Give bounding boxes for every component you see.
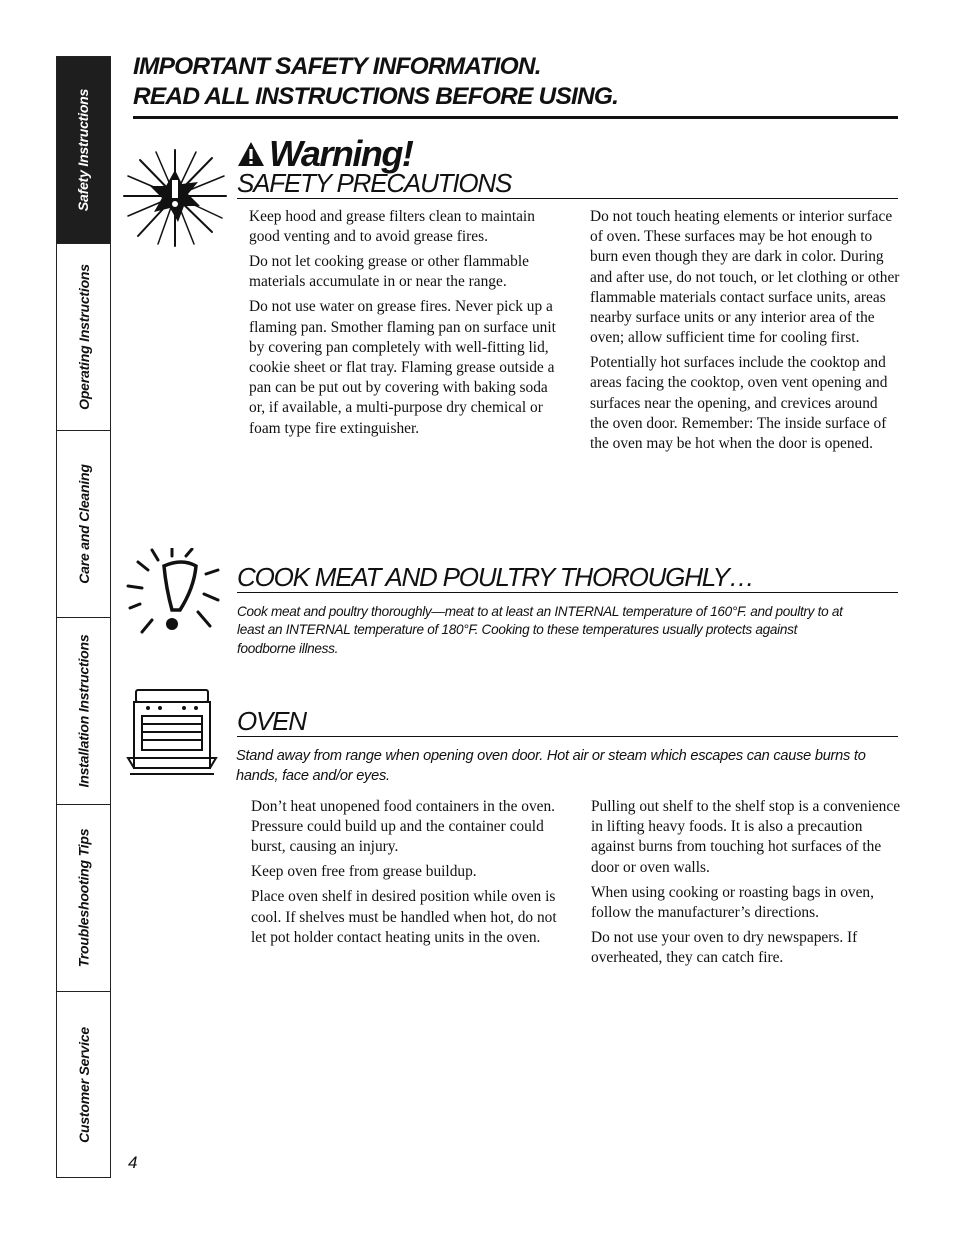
oven-right-column — [591, 797, 901, 973]
range-oven-icon — [124, 688, 220, 778]
oven-heading — [237, 706, 898, 737]
safety-precautions-heading — [237, 168, 898, 199]
warning-left-column — [249, 207, 567, 444]
oven-paragraph: Don’t heat unopened food containers in the oven. Pressure could build up and the container could burst, causing an injury. — [251, 798, 556, 856]
tab-installation-instructions[interactable] — [57, 618, 110, 805]
warning-burst-icon — [120, 146, 230, 250]
page-header — [133, 52, 898, 119]
oven-intro: Stand away from range when opening oven door. Hot air or steam which escapes can cause burns to hands, face and/or eyes. — [236, 748, 866, 784]
oven-title: OVEN — [237, 706, 306, 736]
tab-care-and-cleaning[interactable] — [57, 431, 110, 618]
cook-text: Cook meat and poultry thoroughly—meat to at least an INTERNAL temperature of 160°F. and poultry to at least an INTERNAL temperature of 180°F. Cooking to these temperatures usually protects against foodborne illness. — [237, 604, 843, 656]
tab-safety-instructions[interactable] — [57, 57, 110, 244]
warning-paragraph: Keep hood and grease filters clean to maintain good venting and to avoid grease fires. — [249, 208, 535, 246]
header-line-1: IMPORTANT SAFETY INFORMATION. — [133, 53, 541, 80]
warning-paragraph: Potentially hot surfaces include the cooktop and areas facing the cooktop, oven vent opening and surfaces near the opening, and crevices around the oven door. Remember: The inside surface of the oven may be hot when the door is opened. — [590, 354, 888, 453]
oven-paragraph: Do not use your oven to dry newspapers. If overheated, they can catch fire. — [591, 928, 858, 967]
tab-label: Installation Instructions — [75, 634, 92, 788]
tab-label: Troubleshooting Tips — [75, 828, 92, 968]
page-number: 4 — [128, 1153, 138, 1172]
cook-heading — [237, 562, 898, 593]
oven-paragraph: Pulling out shelf to the shelf stop is a convenience in lifting heavy foods. It is also a precaution against burns from touching hot surfaces of the door or oven walls. — [591, 798, 901, 876]
warning-paragraph: Do not touch heating elements or interior surface of oven. These surfaces may be hot enough to burn even though they are dark in color. During and after use, do not touch, or let clothing or other flammable materials contact surface units, areas nearby surface units or any interior area of the oven; allow sufficient time for cooling first. — [590, 208, 900, 347]
oven-paragraph: Keep oven free from grease buildup. — [251, 863, 477, 881]
tab-label: Safety Instructions — [75, 88, 92, 212]
warning-paragraph: Do not use water on grease fires. Never pick up a flaming pan. Smother flaming pan on surface unit by covering pan completely with well-fitting lid, cookie sheet or flat tray. Flaming grease outside a pan can be put out by covering with baking soda or, if available, a multi-purpose dry chemical or foam type fire extinguisher. — [249, 298, 556, 437]
tab-customer-service[interactable] — [57, 992, 110, 1177]
oven-paragraph: Place oven shelf in desired position while oven is cool. If shelves must be handled when hot, do not let pot holder contact heating units in the oven. — [251, 888, 557, 946]
warning-right-column — [590, 207, 900, 459]
oven-paragraph: When using cooking or roasting bags in oven, follow the manufacturer’s directions. — [591, 883, 874, 921]
safety-precautions-title: SAFETY PRECAUTIONS — [237, 168, 512, 198]
exclamation-alert-icon — [124, 548, 224, 638]
tab-label: Customer Service — [75, 1026, 92, 1143]
tab-troubleshooting-tips[interactable] — [57, 805, 110, 992]
cook-title: COOK MEAT AND POULTRY THOROUGHLY… — [237, 562, 754, 592]
warning-triangle-icon — [237, 141, 265, 167]
warning-title-text: Warning! — [269, 133, 413, 174]
tab-operating-instructions[interactable] — [57, 244, 110, 431]
warning-paragraph: Do not let cooking grease or other flammable materials accumulate in or near the range. — [249, 253, 529, 291]
tab-label: Operating Instructions — [75, 264, 92, 410]
oven-left-column — [251, 797, 561, 953]
tab-label: Care and Cleaning — [75, 464, 92, 584]
section-tabs — [56, 56, 111, 1178]
header-line-2: READ ALL INSTRUCTIONS BEFORE USING. — [133, 83, 619, 110]
